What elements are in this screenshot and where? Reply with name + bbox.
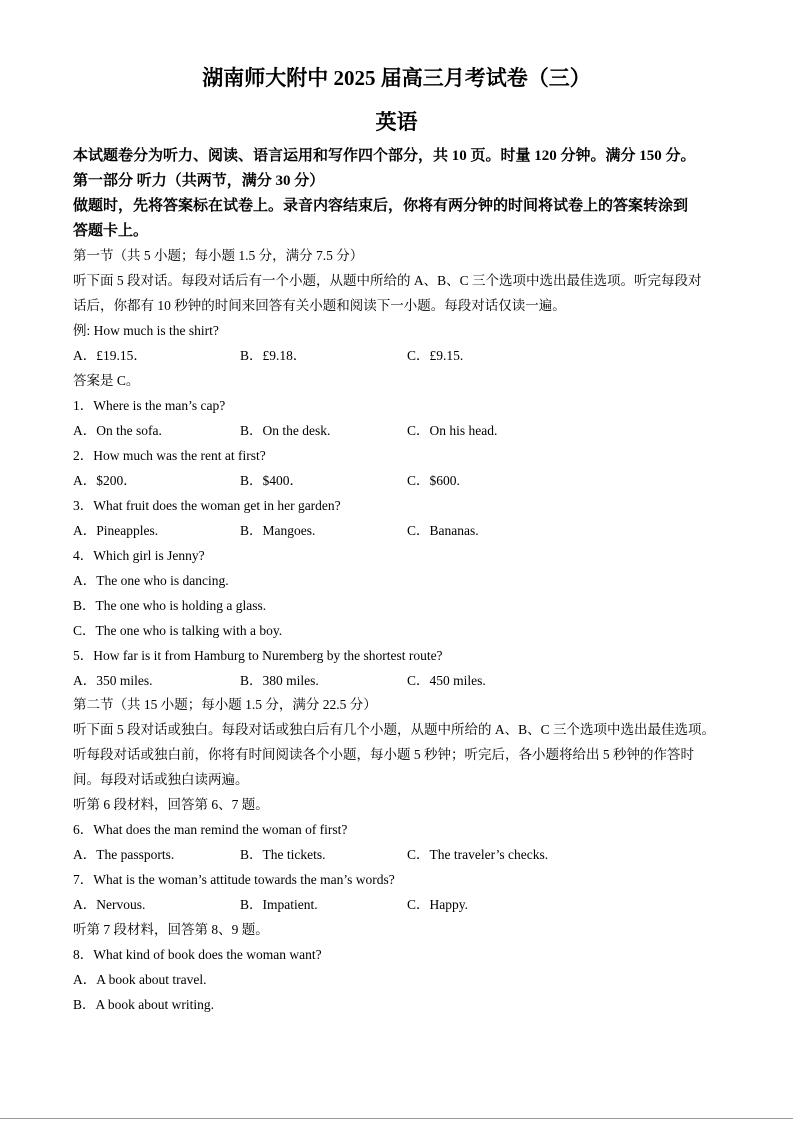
q5-option-b: B．380 miles. bbox=[240, 673, 319, 688]
q6-option-a: A．The passports. bbox=[73, 847, 175, 862]
q4-option-b: B．The one who is holding a glass. bbox=[73, 598, 267, 613]
q7-option-c: C．Happy. bbox=[407, 897, 468, 912]
q1-option-b: B．On the desk. bbox=[240, 423, 331, 438]
q4-option-c: C．The one who is talking with a boy. bbox=[73, 623, 283, 638]
material-7-heading: 听第 7 段材料，回答第 8、9 题。 bbox=[73, 922, 269, 937]
q6-option-c: C．The traveler’s checks. bbox=[407, 847, 549, 862]
section-one-desc-2: 话后，你都有 10 秒钟的时间来回答有关小题和阅读下一小题。每段对话仅读一遍。 bbox=[73, 298, 566, 313]
question-4: 4．Which girl is Jenny? bbox=[73, 548, 205, 563]
section-two-desc-2: 听每段对话或独白前，你将有时间阅读各个小题，每小题 5 秒钟；听完后，各小题将给出 5 秒钟的作答时 bbox=[73, 747, 694, 762]
example-option-a: A．£19.15． bbox=[73, 348, 147, 363]
section-one-heading: 第一节（共 5 小题；每小题 1.5 分，满分 7.5 分） bbox=[73, 248, 364, 263]
q2-option-b: B．$400． bbox=[240, 473, 304, 488]
page-bottom-divider bbox=[0, 1118, 793, 1119]
part-one-heading: 第一部分 听力（共两节，满分 30 分） bbox=[73, 173, 325, 189]
example-answer: 答案是 C。 bbox=[73, 373, 140, 388]
example-question: 例: How much is the shirt? bbox=[73, 323, 219, 338]
q3-option-c: C．Bananas. bbox=[407, 523, 479, 538]
q3-option-a: A．Pineapples. bbox=[73, 523, 159, 538]
question-1: 1．Where is the man’s cap? bbox=[73, 398, 226, 413]
question-5: 5．How far is it from Hamburg to Nuremberg by the shortest route? bbox=[73, 648, 443, 663]
q6-option-b: B．The tickets. bbox=[240, 847, 326, 862]
question-2: 2．How much was the rent at first? bbox=[73, 448, 266, 463]
q1-option-c: C．On his head. bbox=[407, 423, 498, 438]
section-two-heading: 第二节（共 15 小题；每小题 1.5 分，满分 22.5 分） bbox=[73, 697, 377, 712]
q5-option-c: C．450 miles. bbox=[407, 673, 486, 688]
q7-option-b: B．Impatient. bbox=[240, 897, 318, 912]
q3-option-b: B．Mangoes. bbox=[240, 523, 316, 538]
section-one-desc-1: 听下面 5 段对话。每段对话后有一个小题，从题中所给的 A、B、C 三个选项中选出最佳选项。听完每段对 bbox=[73, 273, 702, 288]
q8-option-b: B．A book about writing. bbox=[73, 997, 214, 1012]
q8-option-a: A．A book about travel. bbox=[73, 972, 207, 987]
q2-option-c: C．$600. bbox=[407, 473, 460, 488]
q2-option-a: A．$200． bbox=[73, 473, 137, 488]
question-3: 3．What fruit does the woman get in her garden? bbox=[73, 498, 341, 513]
instruction-line-1: 做题时，先将答案标在试卷上。录音内容结束后，你将有两分钟的时间将试卷上的答案转涂到 bbox=[73, 198, 689, 214]
instruction-line-2: 答题卡上。 bbox=[73, 223, 149, 239]
section-two-desc-3: 间。每段对话或独白读两遍。 bbox=[73, 772, 249, 787]
q4-option-a: A．The one who is dancing. bbox=[73, 573, 229, 588]
question-8: 8．What kind of book does the woman want? bbox=[73, 947, 322, 962]
example-option-b: B．£9.18． bbox=[240, 348, 307, 363]
question-6: 6．What does the man remind the woman of first? bbox=[73, 822, 348, 837]
question-7: 7．What is the woman’s attitude towards the man’s words? bbox=[73, 872, 395, 887]
exam-intro: 本试题卷分为听力、阅读、语言运用和写作四个部分，共 10 页。时量 120 分钟。满分 150 分。 bbox=[73, 148, 696, 164]
subject-title: 英语 bbox=[375, 110, 418, 134]
page-title: 湖南师大附中 2025 届高三月考试卷（三） bbox=[202, 66, 591, 90]
q1-option-a: A．On the sofa. bbox=[73, 423, 162, 438]
q7-option-a: A．Nervous. bbox=[73, 897, 146, 912]
q5-option-a: A．350 miles. bbox=[73, 673, 153, 688]
example-option-c: C．£9.15. bbox=[407, 348, 464, 363]
section-two-desc-1: 听下面 5 段对话或独白。每段对话或独白后有几个小题，从题中所给的 A、B、C 三个选项中选出最佳选项。 bbox=[73, 722, 716, 737]
material-6-heading: 听第 6 段材料，回答第 6、7 题。 bbox=[73, 797, 269, 812]
